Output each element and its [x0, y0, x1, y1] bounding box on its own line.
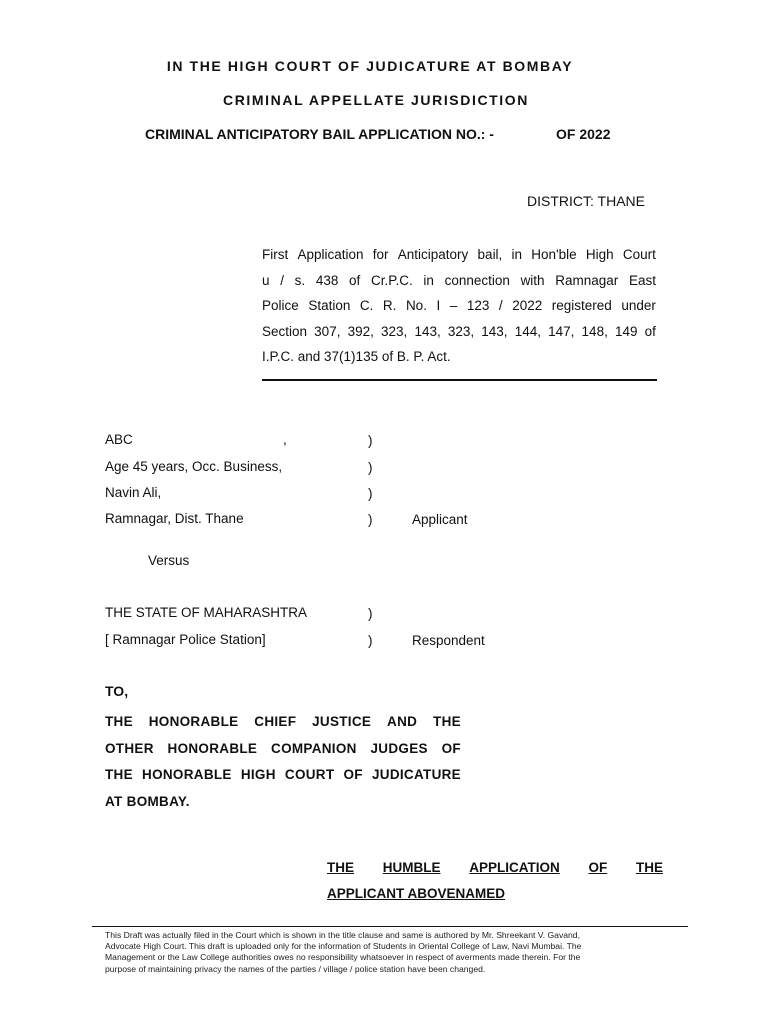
subject-word: 323, — [381, 323, 408, 339]
bracket: ) — [368, 606, 373, 621]
humble-application — [327, 855, 663, 907]
humble-line — [327, 881, 663, 907]
subject-line — [262, 344, 656, 370]
subject-word: Police — [262, 298, 299, 313]
applicant-father: Navin Ali, — [105, 485, 162, 500]
subject-word: I — [436, 298, 441, 313]
subject-word: registered — [551, 298, 612, 313]
subject-word: Court — [622, 247, 656, 262]
bracket: ) — [368, 633, 373, 648]
to-label: TO, — [105, 683, 129, 699]
subject-word: High — [585, 247, 614, 262]
subject-word: 143, — [414, 323, 441, 339]
subject-word: 392, — [347, 323, 374, 339]
addressee-line — [105, 762, 461, 789]
subject-word: connection — [444, 272, 510, 288]
subject-word: First — [262, 247, 289, 262]
applicant-label: Applicant — [412, 512, 468, 527]
subject-word: Hon'ble — [531, 247, 577, 262]
humble-word: OF — [588, 860, 608, 875]
addressee-word: AT BOMBAY. — [105, 793, 190, 809]
subject-word: 123 — [466, 298, 490, 313]
footnote — [105, 930, 581, 975]
subject-word: Application — [297, 247, 364, 262]
subject-word: 438 — [315, 272, 339, 288]
humble-word: THE — [327, 860, 354, 875]
bracket: ) — [368, 486, 373, 501]
humble-word: HUMBLE — [382, 860, 441, 875]
subject-word: 323, — [447, 323, 475, 339]
subject-word: 144, — [514, 323, 541, 339]
addressee-word: HIGH — [240, 767, 276, 782]
subject-word: of — [349, 272, 361, 288]
footnote-line: This Draft was actually filed in the Court which is shown in the title clause and same is authored by Mr. Shreekant V. Gavand, — [105, 930, 580, 940]
humble-word: APPLICANT ABOVENAMED — [327, 886, 506, 901]
subject-word: s. — [294, 272, 306, 288]
subject-line — [262, 319, 656, 345]
subject-word: / — [280, 272, 284, 288]
footnote-line: Advocate High Court. This draft is uploaded only for the information of Students in Oriental College of Law, Navi Mumbai. The — [105, 941, 582, 952]
addressee-word: AND — [387, 714, 418, 729]
addressee-word: THE — [105, 767, 133, 782]
subject-word: bail, — [477, 247, 503, 262]
addressee-word: THE — [105, 714, 133, 729]
respondent-label: Respondent — [412, 633, 485, 648]
addressee-block — [105, 709, 461, 815]
applicant-address: Ramnagar, Dist. Thane — [105, 511, 244, 526]
addressee-line — [105, 709, 461, 736]
subject-divider — [262, 379, 657, 381]
respondent-station: [ Ramnagar Police Station] — [105, 632, 266, 647]
subject-word: of — [644, 323, 656, 339]
footnote-line: purpose of maintaining privacy the names of the parties / village / police station have been changed. — [105, 963, 486, 974]
application-number: CRIMINAL ANTICIPATORY BAIL APPLICATION NO.: - — [145, 126, 494, 142]
subject-word: with — [520, 272, 545, 288]
addressee-word: OF — [441, 740, 461, 756]
addressee-word: HONORABLE — [167, 740, 258, 756]
subject-word: I.P.C. and 37(1)135 of B. P. Act. — [262, 349, 451, 364]
respondent-name: THE STATE OF MAHARASHTRA — [105, 605, 308, 620]
subject-word: No. — [405, 298, 427, 313]
applicant-name-comma: , — [283, 432, 287, 447]
subject-word: 143, — [481, 323, 508, 339]
addressee-word: HONORABLE — [148, 714, 239, 729]
subject-word: 148, — [581, 323, 608, 339]
subject-word: 147, — [548, 323, 575, 339]
subject-word: Ramnagar — [555, 272, 619, 288]
application-year: OF 2022 — [556, 126, 611, 142]
subject-word: Anticipatory — [397, 247, 469, 262]
bracket: ) — [368, 433, 373, 448]
subject-word: 149 — [614, 323, 638, 339]
addressee-word: CHIEF — [254, 714, 297, 729]
subject-word: East — [628, 272, 656, 288]
jurisdiction-title: CRIMINAL APPELLATE JURISDICTION — [222, 92, 530, 108]
footnote-divider — [92, 926, 688, 927]
applicant-age: Age 45 years, Occ. Business, — [105, 459, 283, 474]
subject-word: – — [449, 298, 458, 313]
subject-line — [262, 268, 656, 294]
applicant-name: ABC — [105, 432, 133, 447]
addressee-word: JUDGES — [370, 740, 428, 756]
addressee-line — [105, 789, 461, 816]
subject-word: Station — [308, 298, 351, 313]
humble-word: THE — [636, 860, 663, 875]
addressee-word: COMPANION — [271, 740, 357, 756]
subject-word: Section — [262, 323, 308, 339]
humble-line — [327, 855, 663, 881]
district-label: DISTRICT: THANE — [527, 193, 645, 209]
court-title: IN THE HIGH COURT OF JUDICATURE AT BOMBAY — [166, 58, 574, 74]
subject-word: / — [498, 298, 503, 313]
subject-line — [262, 242, 656, 268]
addressee-word: OF — [343, 767, 363, 782]
subject-word: in — [423, 272, 434, 288]
humble-word: APPLICATION — [469, 860, 560, 875]
addressee-word: THE — [433, 714, 461, 729]
bracket: ) — [368, 512, 373, 527]
subject-word: C. — [359, 298, 374, 313]
versus-label: Versus — [148, 553, 190, 568]
subject-word: 307, — [314, 323, 341, 339]
addressee-line — [105, 736, 461, 763]
subject-word: 2022 — [512, 298, 543, 313]
addressee-word: HONORABLE — [142, 767, 232, 782]
subject-word: R. — [382, 298, 397, 313]
subject-word: Cr.P.C. — [370, 272, 413, 288]
subject-line — [262, 293, 656, 319]
subject-word: u — [262, 272, 270, 288]
bracket: ) — [368, 460, 373, 475]
addressee-word: COURT — [284, 767, 335, 782]
addressee-word: JUSTICE — [312, 714, 372, 729]
subject-word: in — [511, 247, 523, 262]
subject-word: under — [621, 298, 656, 313]
subject-paragraph — [262, 242, 656, 370]
addressee-word: JUDICATURE — [371, 767, 461, 782]
subject-word: for — [372, 247, 389, 262]
addressee-word: OTHER — [105, 740, 154, 756]
footnote-line: Management or the Law College authorities owes no responsibility whatsoever in respect of averments made therein. For the — [105, 952, 581, 963]
